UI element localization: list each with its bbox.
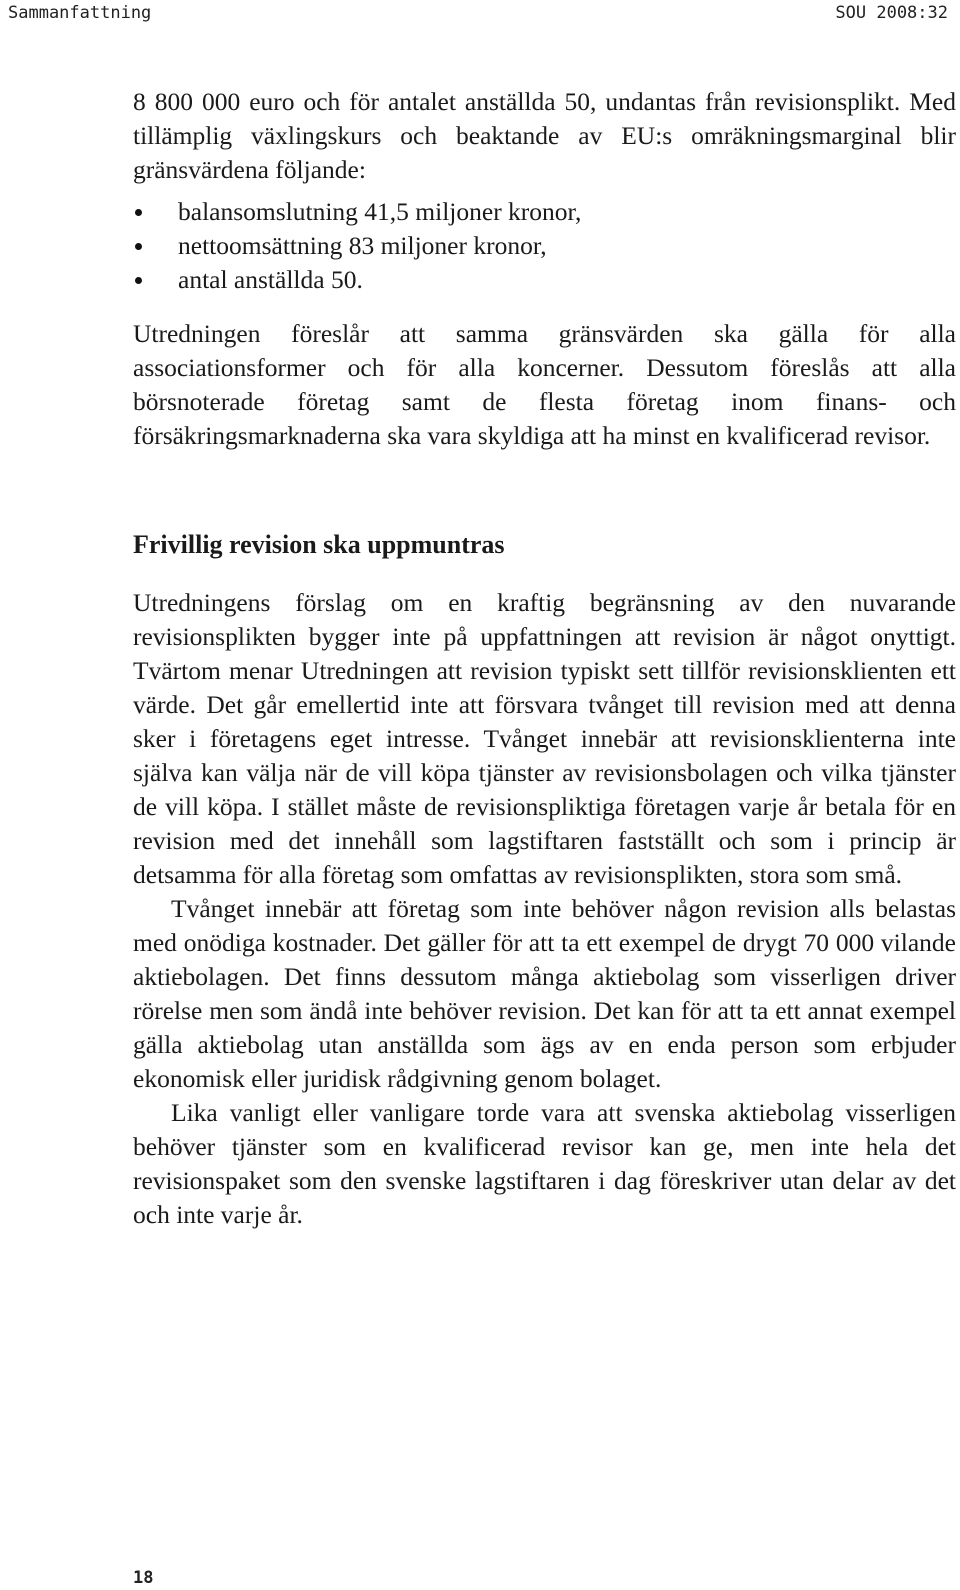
bullet-icon [135,209,142,216]
list-item-text: nettoomsättning 83 miljoner kronor, [178,231,547,260]
threshold-list [133,195,956,297]
bullet-icon [135,243,142,250]
page-body [133,85,956,1232]
list-item [133,229,956,263]
body-paragraph: Tvånget innebär att företag som inte behöver någon revision alls belastas med onödiga kostnader. Det gäller för att ta ett exempel de drygt 70 000 vilande aktiebolagen. Det finns dessutom många aktiebolag som visserligen driver rörelse men som ändå inte behöver revision. Det kan för att ta ett annat exempel gälla aktiebolag utan anställda som ägs av en enda person som erbjuder ekonomisk eller juridisk rådgivning genom bolaget. [133,894,956,1093]
page-number: 18 [133,1568,154,1588]
section-title: Sammanfattning [8,3,152,23]
intro-paragraph: 8 800 000 euro och för antalet anställda 50, undantas från revisionsplikt. Med tillämplig växlingskurs och beaktande av EU:s omräkningsmarginal blir gränsvärdena följande: [133,87,956,184]
list-item-text: antal anställda 50. [178,265,363,294]
running-header [8,0,948,26]
bullet-icon [135,277,142,284]
body-paragraph: Utredningens förslag om en kraftig begränsning av den nuvarande revisionsplikten bygger inte på uppfattningen att revision är något onyttigt. Tvärtom menar Utredningen att revision typiskt sett tillför revisionsklienten ett värde. Det går emellertid inte att försvara tvånget till revision med att denna sker i företagens eget intresse. Tvånget innebär att revisionsklienterna inte själva kan välja när de vill köpa tjänster av revisionsbolagen och vilka tjänster de vill köpa. I stället måste de revisionspliktiga företagen varje år betala för en revision med det innehåll som lagstiftaren fastställt och som i princip är detsamma för alla företag som omfattas av revisionsplikten, stora som små. [133,588,956,889]
list-item [133,263,956,297]
list-item-text: balansomslutning 41,5 miljoner kronor, [178,197,582,226]
body-paragraph: Lika vanligt eller vanligare torde vara att svenska aktiebolag visserligen behöver tjänster som en kvalificerad revisor kan ge, men inte hela det revisionspaket som den svenske lagstiftaren i dag föreskriver utan delar av det och inte varje år. [133,1098,956,1229]
document-reference: SOU 2008:32 [835,3,948,23]
proposal-paragraph: Utredningen föreslår att samma gränsvärden ska gälla för alla associationsformer och för alla koncerner. Dessutom föreslås att alla börsnoterade företag samt de flesta företag inom finans- och försäkringsmarknaderna ska vara skyldiga att ha minst en kvalificerad revisor. [133,319,956,450]
list-item [133,195,956,229]
section-heading: Frivillig revision ska uppmuntras [133,530,505,559]
